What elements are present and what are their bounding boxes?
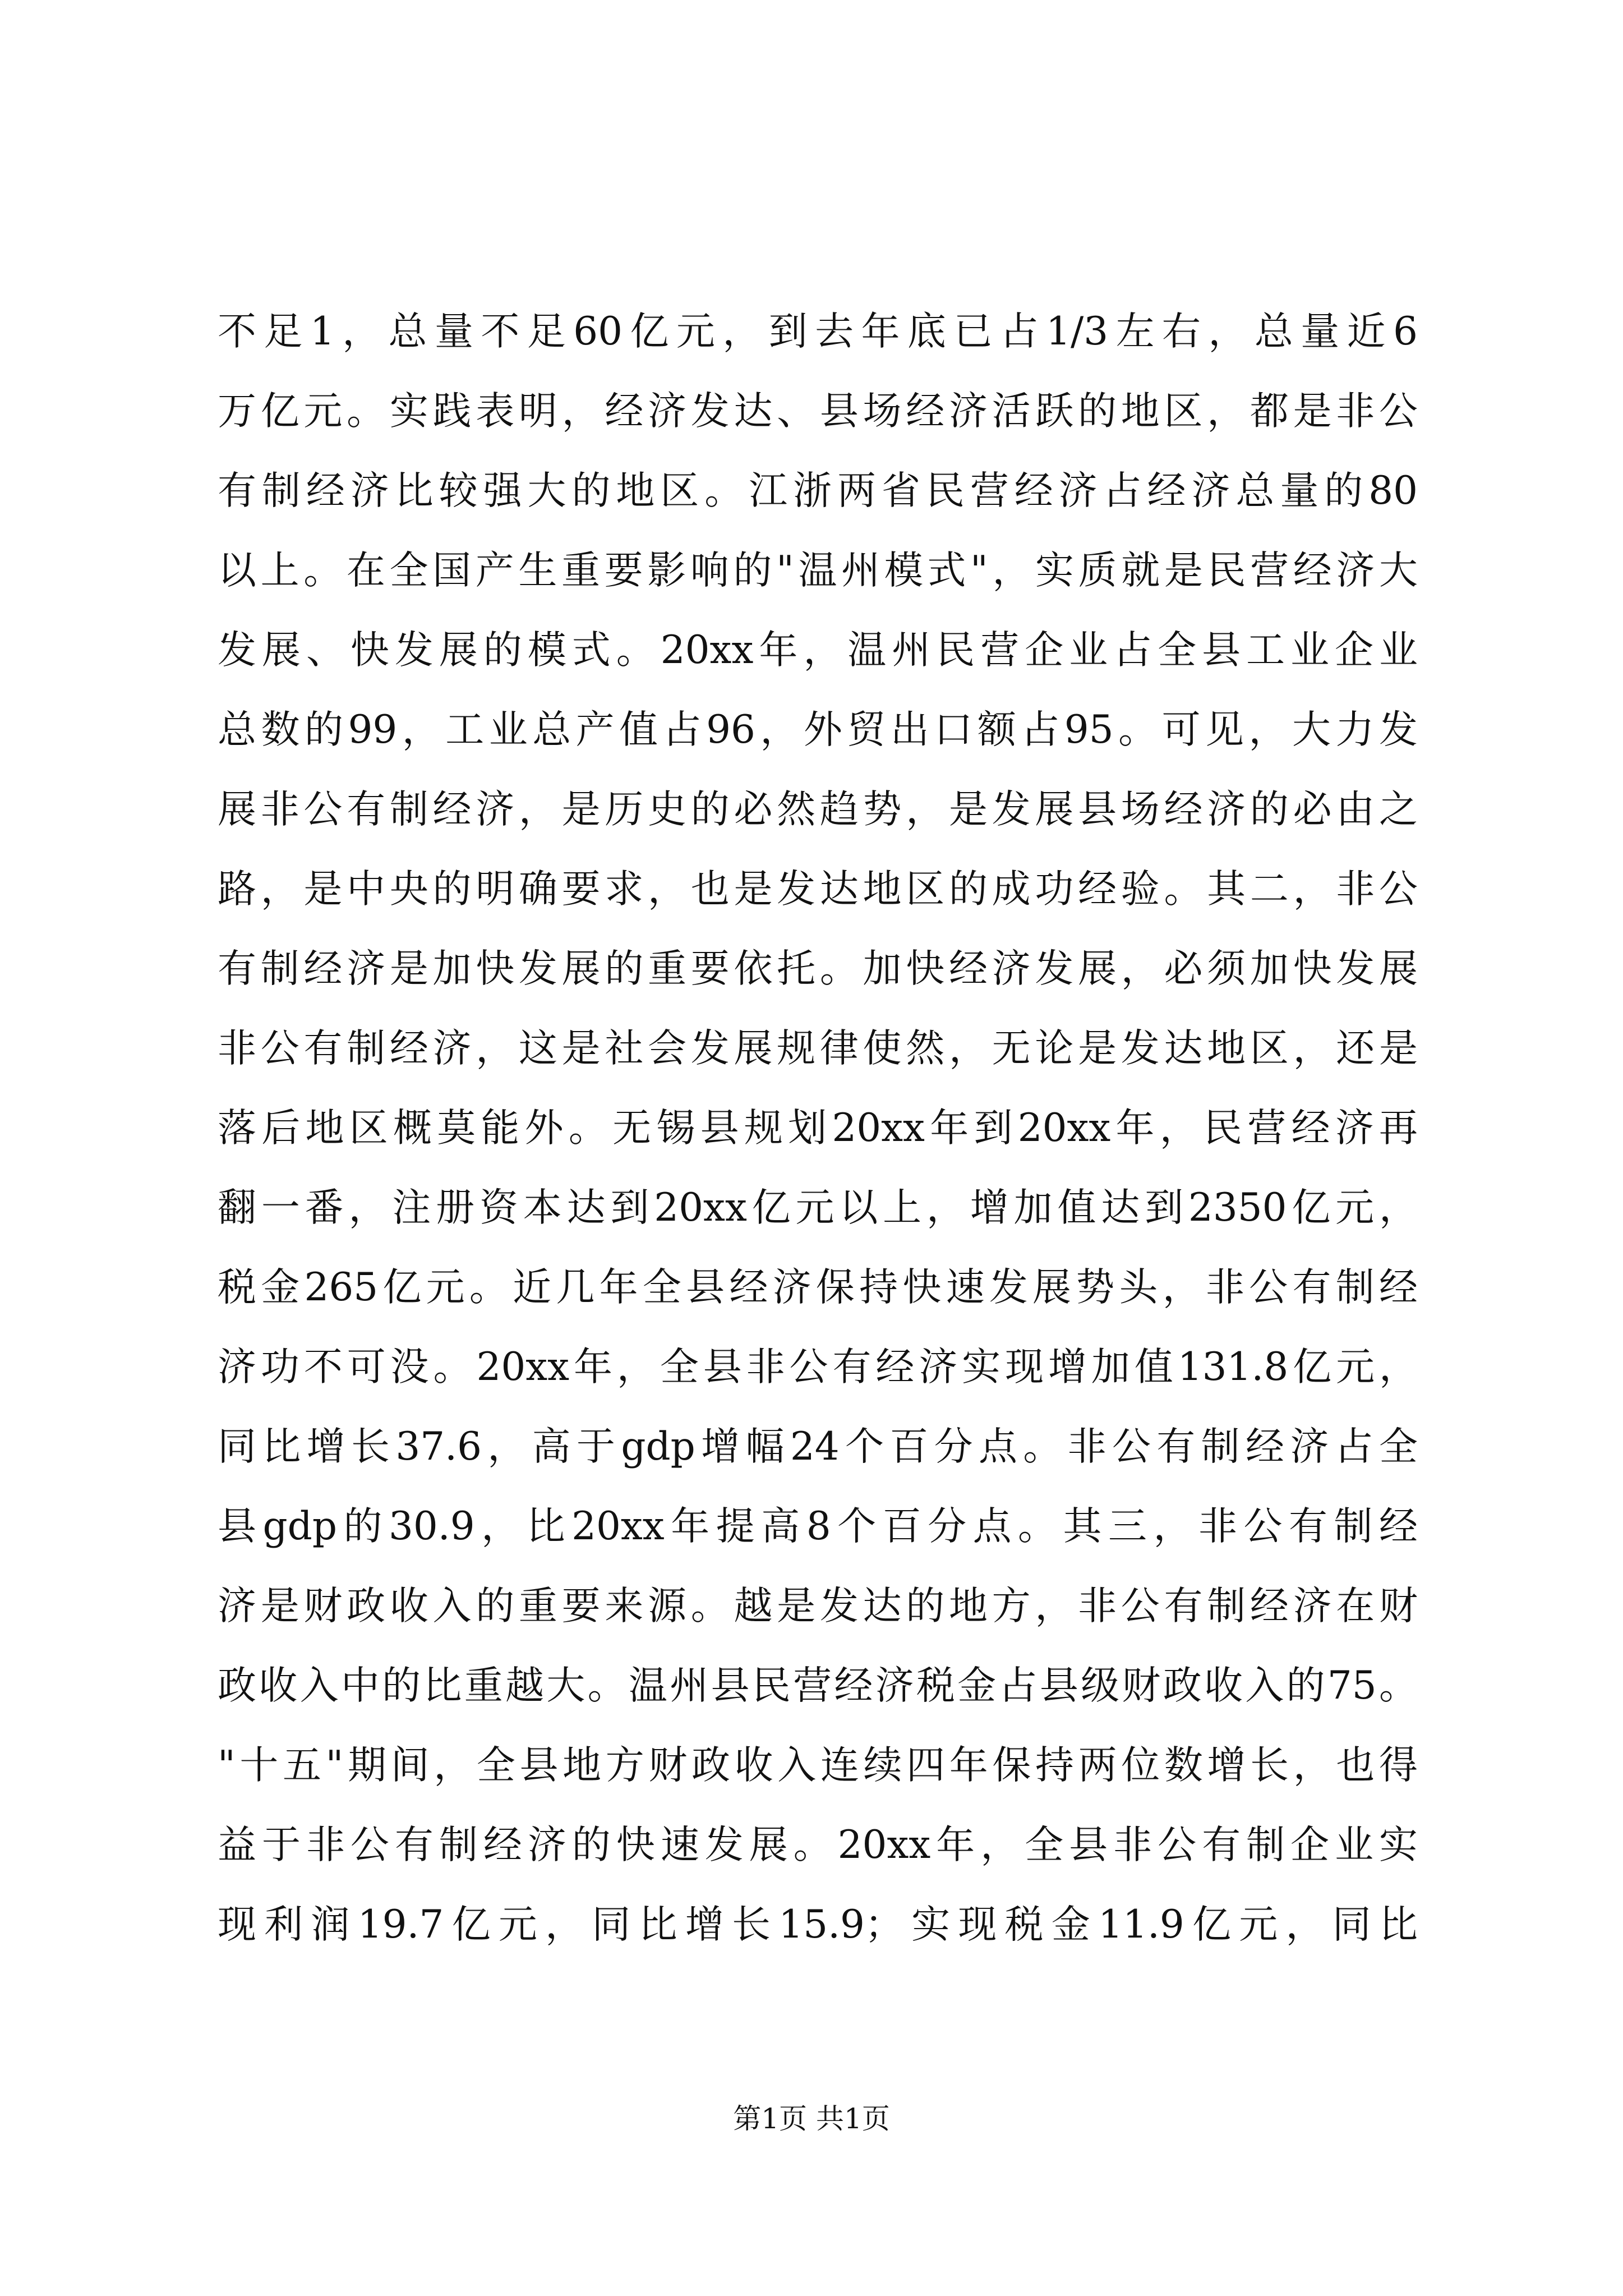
text-line: 税金265亿元。近几年全县经济保持快速发展势头，非公有制经 <box>218 1265 1418 1310</box>
text-line: 有制经济是加快发展的重要依托。加快经济发展，必须加快发展 <box>218 946 1418 991</box>
text-line: 路，是中央的明确要求，也是发达地区的成功经验。其二，非公 <box>218 867 1418 912</box>
page-footer: 第1页 共1页 <box>733 2102 890 2135</box>
text-line: 有制经济比较强大的地区。江浙两省民营经济占经济总量的80 <box>218 468 1418 513</box>
text-line: 同比增长37.6，高于gdp增幅24个百分点。非公有制经济占全 <box>218 1424 1418 1469</box>
text-line: 总数的99，工业总产值占96，外贸出口额占95。可见，大力发 <box>218 707 1418 752</box>
body-text <box>218 292 1418 1964</box>
text-line: 非公有制经济，这是社会发展规律使然，无论是发达地区，还是 <box>218 1026 1418 1071</box>
text-line: "十五"期间，全县地方财政收入连续四年保持两位数增长，也得 <box>218 1743 1418 1788</box>
text-line: 发展、快发展的模式。20xx年，温州民营企业占全县工业企业 <box>218 628 1418 673</box>
text-line: 政收入中的比重越大。温州县民营经济税金占县级财政收入的75。 <box>218 1663 1418 1708</box>
text-line: 不足1，总量不足60亿元，到去年底已占1/3左右，总量近6 <box>218 309 1418 354</box>
text-line: 益于非公有制经济的快速发展。20xx年，全县非公有制企业实 <box>218 1823 1418 1867</box>
text-line: 万亿元。实践表明，经济发达、县场经济活跃的地区，都是非公 <box>218 389 1418 434</box>
text-line: 翻一番，注册资本达到20xx亿元以上，增加值达到2350亿元， <box>218 1185 1418 1230</box>
text-line: 落后地区概莫能外。无锡县规划20xx年到20xx年，民营经济再 <box>218 1106 1418 1151</box>
text-line: 济功不可没。20xx年，全县非公有经济实现增加值131.8亿元， <box>218 1345 1418 1389</box>
text-line: 展非公有制经济，是历史的必然趋势，是发展县场经济的必由之 <box>218 787 1418 832</box>
text-line: 以上。在全国产生重要影响的"温州模式"，实质就是民营经济大 <box>218 548 1418 593</box>
text-line: 济是财政收入的重要来源。越是发达的地方，非公有制经济在财 <box>218 1584 1418 1628</box>
text-line: 现利润19.7亿元，同比增长15.9；实现税金11.9亿元，同比 <box>218 1902 1418 1947</box>
text-line: 县gdp的30.9，比20xx年提高8个百分点。其三，非公有制经 <box>218 1504 1418 1549</box>
